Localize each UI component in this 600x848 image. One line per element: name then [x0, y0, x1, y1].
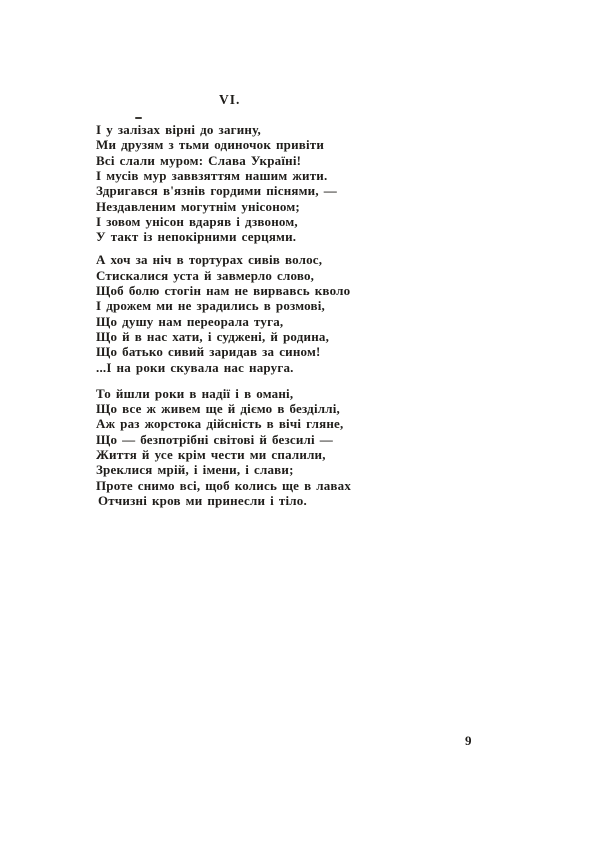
poem-line: І у залізах вірні до загину,: [96, 122, 261, 137]
poem-line: То йшли роки в надії і в омані,: [96, 385, 294, 401]
print-artifact-mark: [135, 117, 142, 119]
poem-line: Життя й усе крім чести ми спалили,: [96, 446, 326, 462]
poem-line: Що все ж живем ще й діємо в безділлі,: [96, 400, 341, 416]
poem-line: Отчизні кров ми принесли і тіло.: [98, 492, 307, 508]
poem-line: У такт із непокірними серцями.: [96, 229, 297, 245]
poem-line: Проте снимо всі, щоб колись ще в лавах: [96, 477, 352, 493]
page-number: 9: [465, 733, 472, 748]
poem-line: І мусів мур заввзяттям нашим жити.: [96, 168, 328, 184]
poem-line: А хоч за ніч в тортурах сивів волос,: [96, 252, 323, 268]
poem-line: Аж раз жорстока дійсність в вічі гляне,: [96, 416, 344, 432]
stanza-2: [96, 252, 516, 375]
stanza-3: [96, 386, 516, 509]
poem-line: Що й в нас хати, і суджені, й родина,: [96, 328, 330, 344]
poem-line: Нездавленим могутнім унісоном;: [96, 198, 300, 214]
poem-line: І дрожем ми не зрадились в розмові,: [96, 298, 326, 314]
poem-line: І зовом унісон вдаряв і дзвоном,: [96, 214, 298, 230]
poem-line: Зреклися мрій, і імени, і слави;: [96, 462, 294, 478]
poem-line: Стискалися уста й завмерло слово,: [96, 267, 315, 283]
poem-line: Що душу нам переорала туга,: [96, 313, 284, 329]
poem-line: Здригався в'язнів гордими піснями, —: [96, 183, 337, 199]
poem-line: Що батько сивий заридав за сином!: [96, 344, 321, 360]
poem: [96, 122, 516, 508]
poem-line: Що — безпотрібні світові й безсилі —: [96, 431, 334, 447]
section-heading: VI.: [219, 92, 241, 107]
poem-line: Ми друзям з тьми одиночок привіти: [96, 137, 325, 153]
poem-line: Всі слали муром: Слава Україні!: [96, 152, 302, 168]
poem-line: Щоб болю стогін нам не вирвавсь кволо: [96, 282, 351, 298]
poem-line: ...І на роки скувала нас наруга.: [96, 359, 294, 375]
stanza-1: [96, 122, 516, 245]
